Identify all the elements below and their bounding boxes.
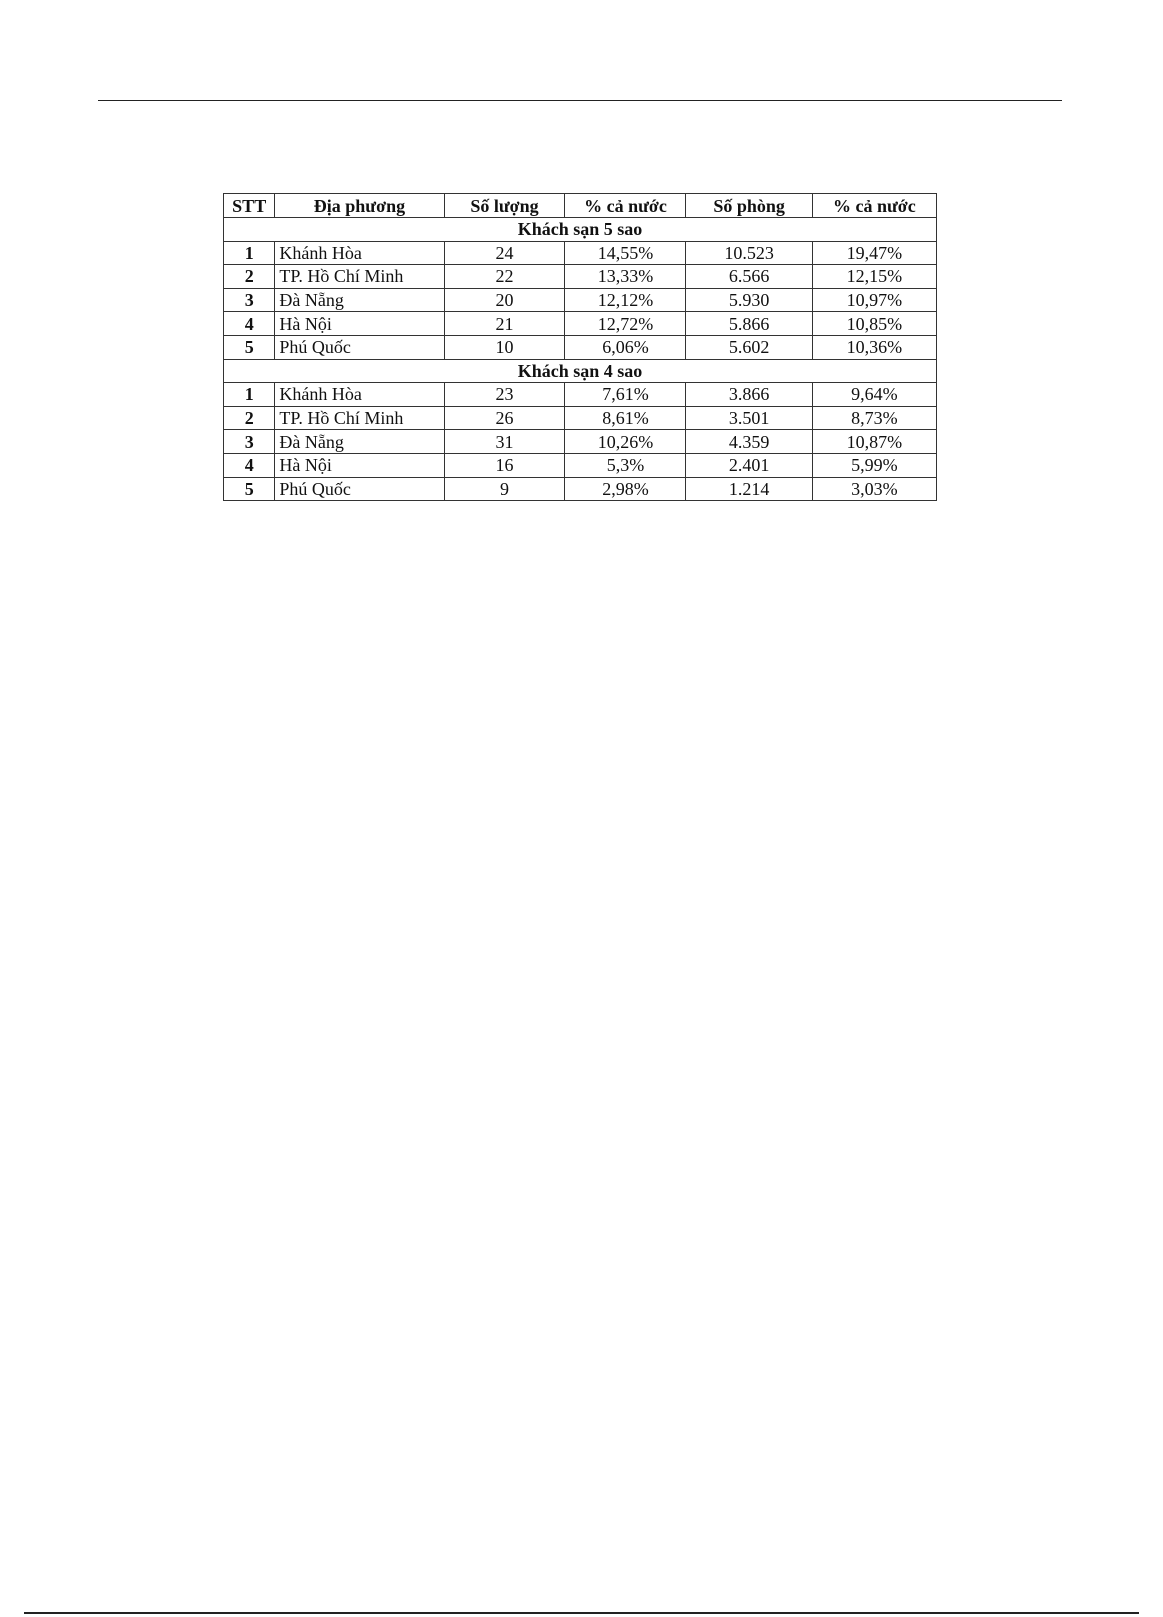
header-rooms: Số phòng xyxy=(686,194,812,218)
cell-rooms-share: 12,15% xyxy=(812,265,936,289)
cell-count: 16 xyxy=(444,453,565,477)
cell-rooms: 2.401 xyxy=(686,453,812,477)
hotel-statistics-table xyxy=(223,193,937,501)
cell-rooms-share: 9,64% xyxy=(812,383,936,407)
cell-rooms: 6.566 xyxy=(686,265,812,289)
cell-place: Hà Nội xyxy=(275,453,444,477)
cell-rooms-share: 3,03% xyxy=(812,477,936,501)
cell-count-share: 14,55% xyxy=(565,241,686,265)
cell-count-share: 12,12% xyxy=(565,288,686,312)
cell-rooms: 5.602 xyxy=(686,335,812,359)
cell-rooms: 4.359 xyxy=(686,430,812,454)
cell-count-share: 6,06% xyxy=(565,335,686,359)
header-count-share: % cả nước xyxy=(565,194,686,218)
cell-rooms: 1.214 xyxy=(686,477,812,501)
cell-rooms: 10.523 xyxy=(686,241,812,265)
cell-stt: 5 xyxy=(224,335,275,359)
cell-count: 23 xyxy=(444,383,565,407)
cell-count-share: 5,3% xyxy=(565,453,686,477)
cell-rooms-share: 10,85% xyxy=(812,312,936,336)
cell-count: 31 xyxy=(444,430,565,454)
header-rule xyxy=(98,100,1062,101)
header-stt: STT xyxy=(224,194,275,218)
table-header-row xyxy=(224,194,937,218)
table-row xyxy=(224,241,937,265)
cell-place: Hà Nội xyxy=(275,312,444,336)
cell-stt: 2 xyxy=(224,406,275,430)
cell-stt: 2 xyxy=(224,265,275,289)
cell-rooms: 5.930 xyxy=(686,288,812,312)
cell-stt: 4 xyxy=(224,312,275,336)
section-title: Khách sạn 4 sao xyxy=(224,359,937,383)
cell-rooms-share: 10,36% xyxy=(812,335,936,359)
cell-stt: 1 xyxy=(224,241,275,265)
table-row xyxy=(224,406,937,430)
cell-rooms-share: 5,99% xyxy=(812,453,936,477)
cell-rooms-share: 8,73% xyxy=(812,406,936,430)
cell-count-share: 10,26% xyxy=(565,430,686,454)
cell-count: 21 xyxy=(444,312,565,336)
header-count: Số lượng xyxy=(444,194,565,218)
table-row xyxy=(224,477,937,501)
cell-place: Đà Nẵng xyxy=(275,288,444,312)
table-row xyxy=(224,288,937,312)
footer-rule xyxy=(24,1612,1139,1614)
cell-place: Khánh Hòa xyxy=(275,241,444,265)
cell-place: Đà Nẵng xyxy=(275,430,444,454)
section-row-4-star xyxy=(224,359,937,383)
cell-rooms-share: 10,97% xyxy=(812,288,936,312)
cell-count: 20 xyxy=(444,288,565,312)
cell-place: TP. Hồ Chí Minh xyxy=(275,406,444,430)
table-row xyxy=(224,383,937,407)
cell-stt: 1 xyxy=(224,383,275,407)
cell-stt: 5 xyxy=(224,477,275,501)
cell-place: TP. Hồ Chí Minh xyxy=(275,265,444,289)
cell-place: Phú Quốc xyxy=(275,335,444,359)
table-row xyxy=(224,312,937,336)
cell-count-share: 13,33% xyxy=(565,265,686,289)
cell-count-share: 12,72% xyxy=(565,312,686,336)
cell-stt: 4 xyxy=(224,453,275,477)
cell-rooms: 3.501 xyxy=(686,406,812,430)
cell-rooms: 5.866 xyxy=(686,312,812,336)
cell-count: 26 xyxy=(444,406,565,430)
cell-count: 10 xyxy=(444,335,565,359)
cell-place: Phú Quốc xyxy=(275,477,444,501)
section-title: Khách sạn 5 sao xyxy=(224,218,937,242)
header-rooms-share: % cả nước xyxy=(812,194,936,218)
table-row xyxy=(224,335,937,359)
cell-place: Khánh Hòa xyxy=(275,383,444,407)
cell-count-share: 2,98% xyxy=(565,477,686,501)
cell-stt: 3 xyxy=(224,430,275,454)
section-row-5-star xyxy=(224,218,937,242)
cell-stt: 3 xyxy=(224,288,275,312)
table-row xyxy=(224,430,937,454)
cell-count: 24 xyxy=(444,241,565,265)
table-row xyxy=(224,453,937,477)
cell-rooms: 3.866 xyxy=(686,383,812,407)
table-row xyxy=(224,265,937,289)
cell-count-share: 7,61% xyxy=(565,383,686,407)
header-place: Địa phương xyxy=(275,194,444,218)
cell-count-share: 8,61% xyxy=(565,406,686,430)
cell-rooms-share: 19,47% xyxy=(812,241,936,265)
cell-count: 22 xyxy=(444,265,565,289)
cell-count: 9 xyxy=(444,477,565,501)
cell-rooms-share: 10,87% xyxy=(812,430,936,454)
